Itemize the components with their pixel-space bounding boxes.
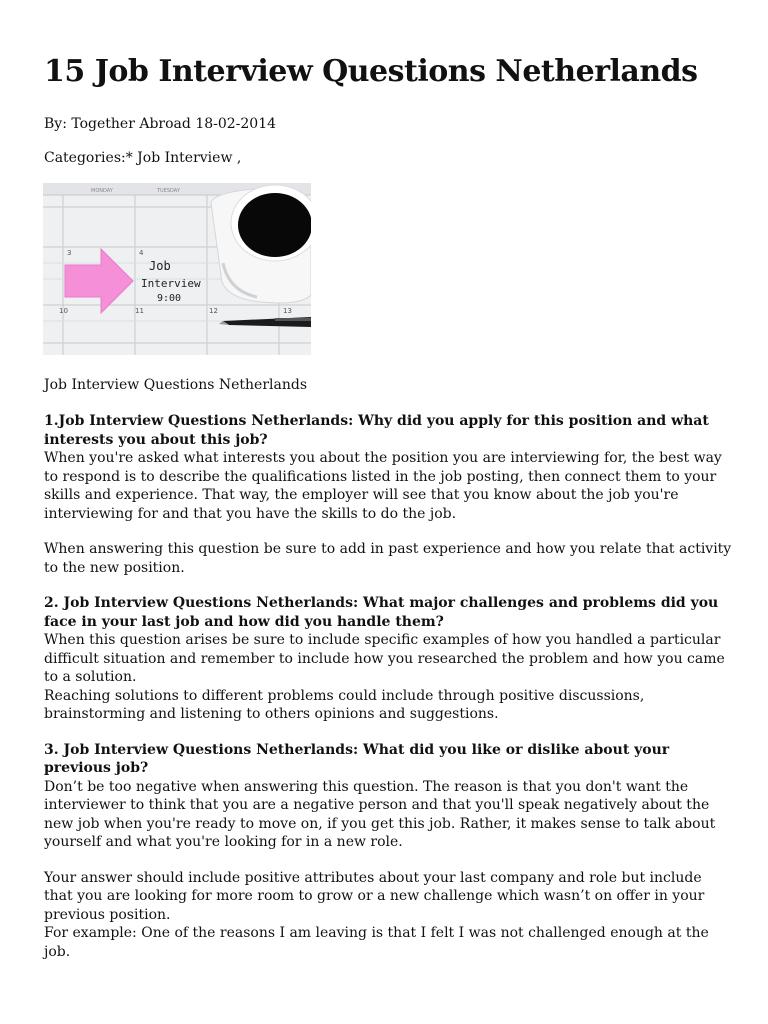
article-photo (43, 183, 311, 355)
answer-paragraph: Reaching solutions to different problems could include through positive discussions, brainstorming and listening to others opinions and suggestions. (44, 687, 645, 722)
answer-paragraph: Your answer should include positive attributes about your last company and role but include that you are looking for more room to grow or a new challenge which wasn’t on offer in your previous position. (44, 869, 705, 923)
note-line-job: Job (149, 259, 171, 273)
answer-paragraph: For example: One of the reasons I am leaving is that I felt I was not challenged enough at the job. (44, 925, 709, 960)
page-title: 15 Job Interview Questions Netherlands (44, 54, 698, 89)
question-heading: 3. Job Interview Questions Netherlands: What did you like or dislike about your previous job? (44, 741, 670, 776)
note-line-interview: Interview (141, 277, 201, 290)
byline: By: Together Abroad 18-02-2014 (44, 116, 277, 132)
date-12: 12 (209, 307, 218, 315)
date-11: 11 (135, 307, 144, 315)
date-3: 3 (67, 249, 72, 257)
question-heading: 1.Job Interview Questions Netherlands: Why did you apply for this position and what interests you about this job? (44, 413, 709, 448)
question-section-3-continued (44, 869, 734, 962)
calendar-coffee-illustration (43, 183, 311, 355)
answer-paragraph: When this question arises be sure to include specific examples of how you handled a particular difficult situation and remember to include how you researched the problem and how you came to a solution. (44, 632, 725, 685)
article-body (44, 412, 734, 978)
coffee-cup-icon (211, 185, 311, 303)
question-section-1-continued (44, 540, 734, 577)
question-section-2 (44, 594, 734, 724)
note-line-time: 9:00 (157, 293, 182, 304)
answer-paragraph: Don’t be too negative when answering this question. The reason is that you don't want the interviewer to think that you are a negative person and that you'll speak negatively about the new job when you're ready to move on, if you get this job. Rather, it makes sense to talk about yourself and what you're looking for in a new role. (44, 778, 716, 850)
image-caption: Job Interview Questions Netherlands (44, 377, 307, 393)
answer-paragraph: When answering this question be sure to add in past experience and how you relate that activity to the new position. (44, 541, 732, 576)
answer-paragraph: When you're asked what interests you about the position you are interviewing for, the best way to respond is to describe the qualifications listed in the job posting, then connect them to your skills and experience. That way, the employer will see that you know about the job you're interviewing for and that you have the skills to do the job. (44, 450, 722, 522)
question-section-1 (44, 412, 734, 523)
categories: Categories:* Job Interview , (44, 150, 242, 166)
question-heading: 2. Job Interview Questions Netherlands: What major challenges and problems did you face in your last job and how did you handle them? (44, 595, 719, 630)
date-10: 10 (59, 307, 68, 315)
date-13: 13 (283, 307, 292, 315)
day-label-tuesday: TUESDAY (157, 188, 180, 194)
day-label-monday: MONDAY (91, 188, 113, 194)
date-4: 4 (139, 249, 144, 257)
question-section-3 (44, 741, 734, 852)
